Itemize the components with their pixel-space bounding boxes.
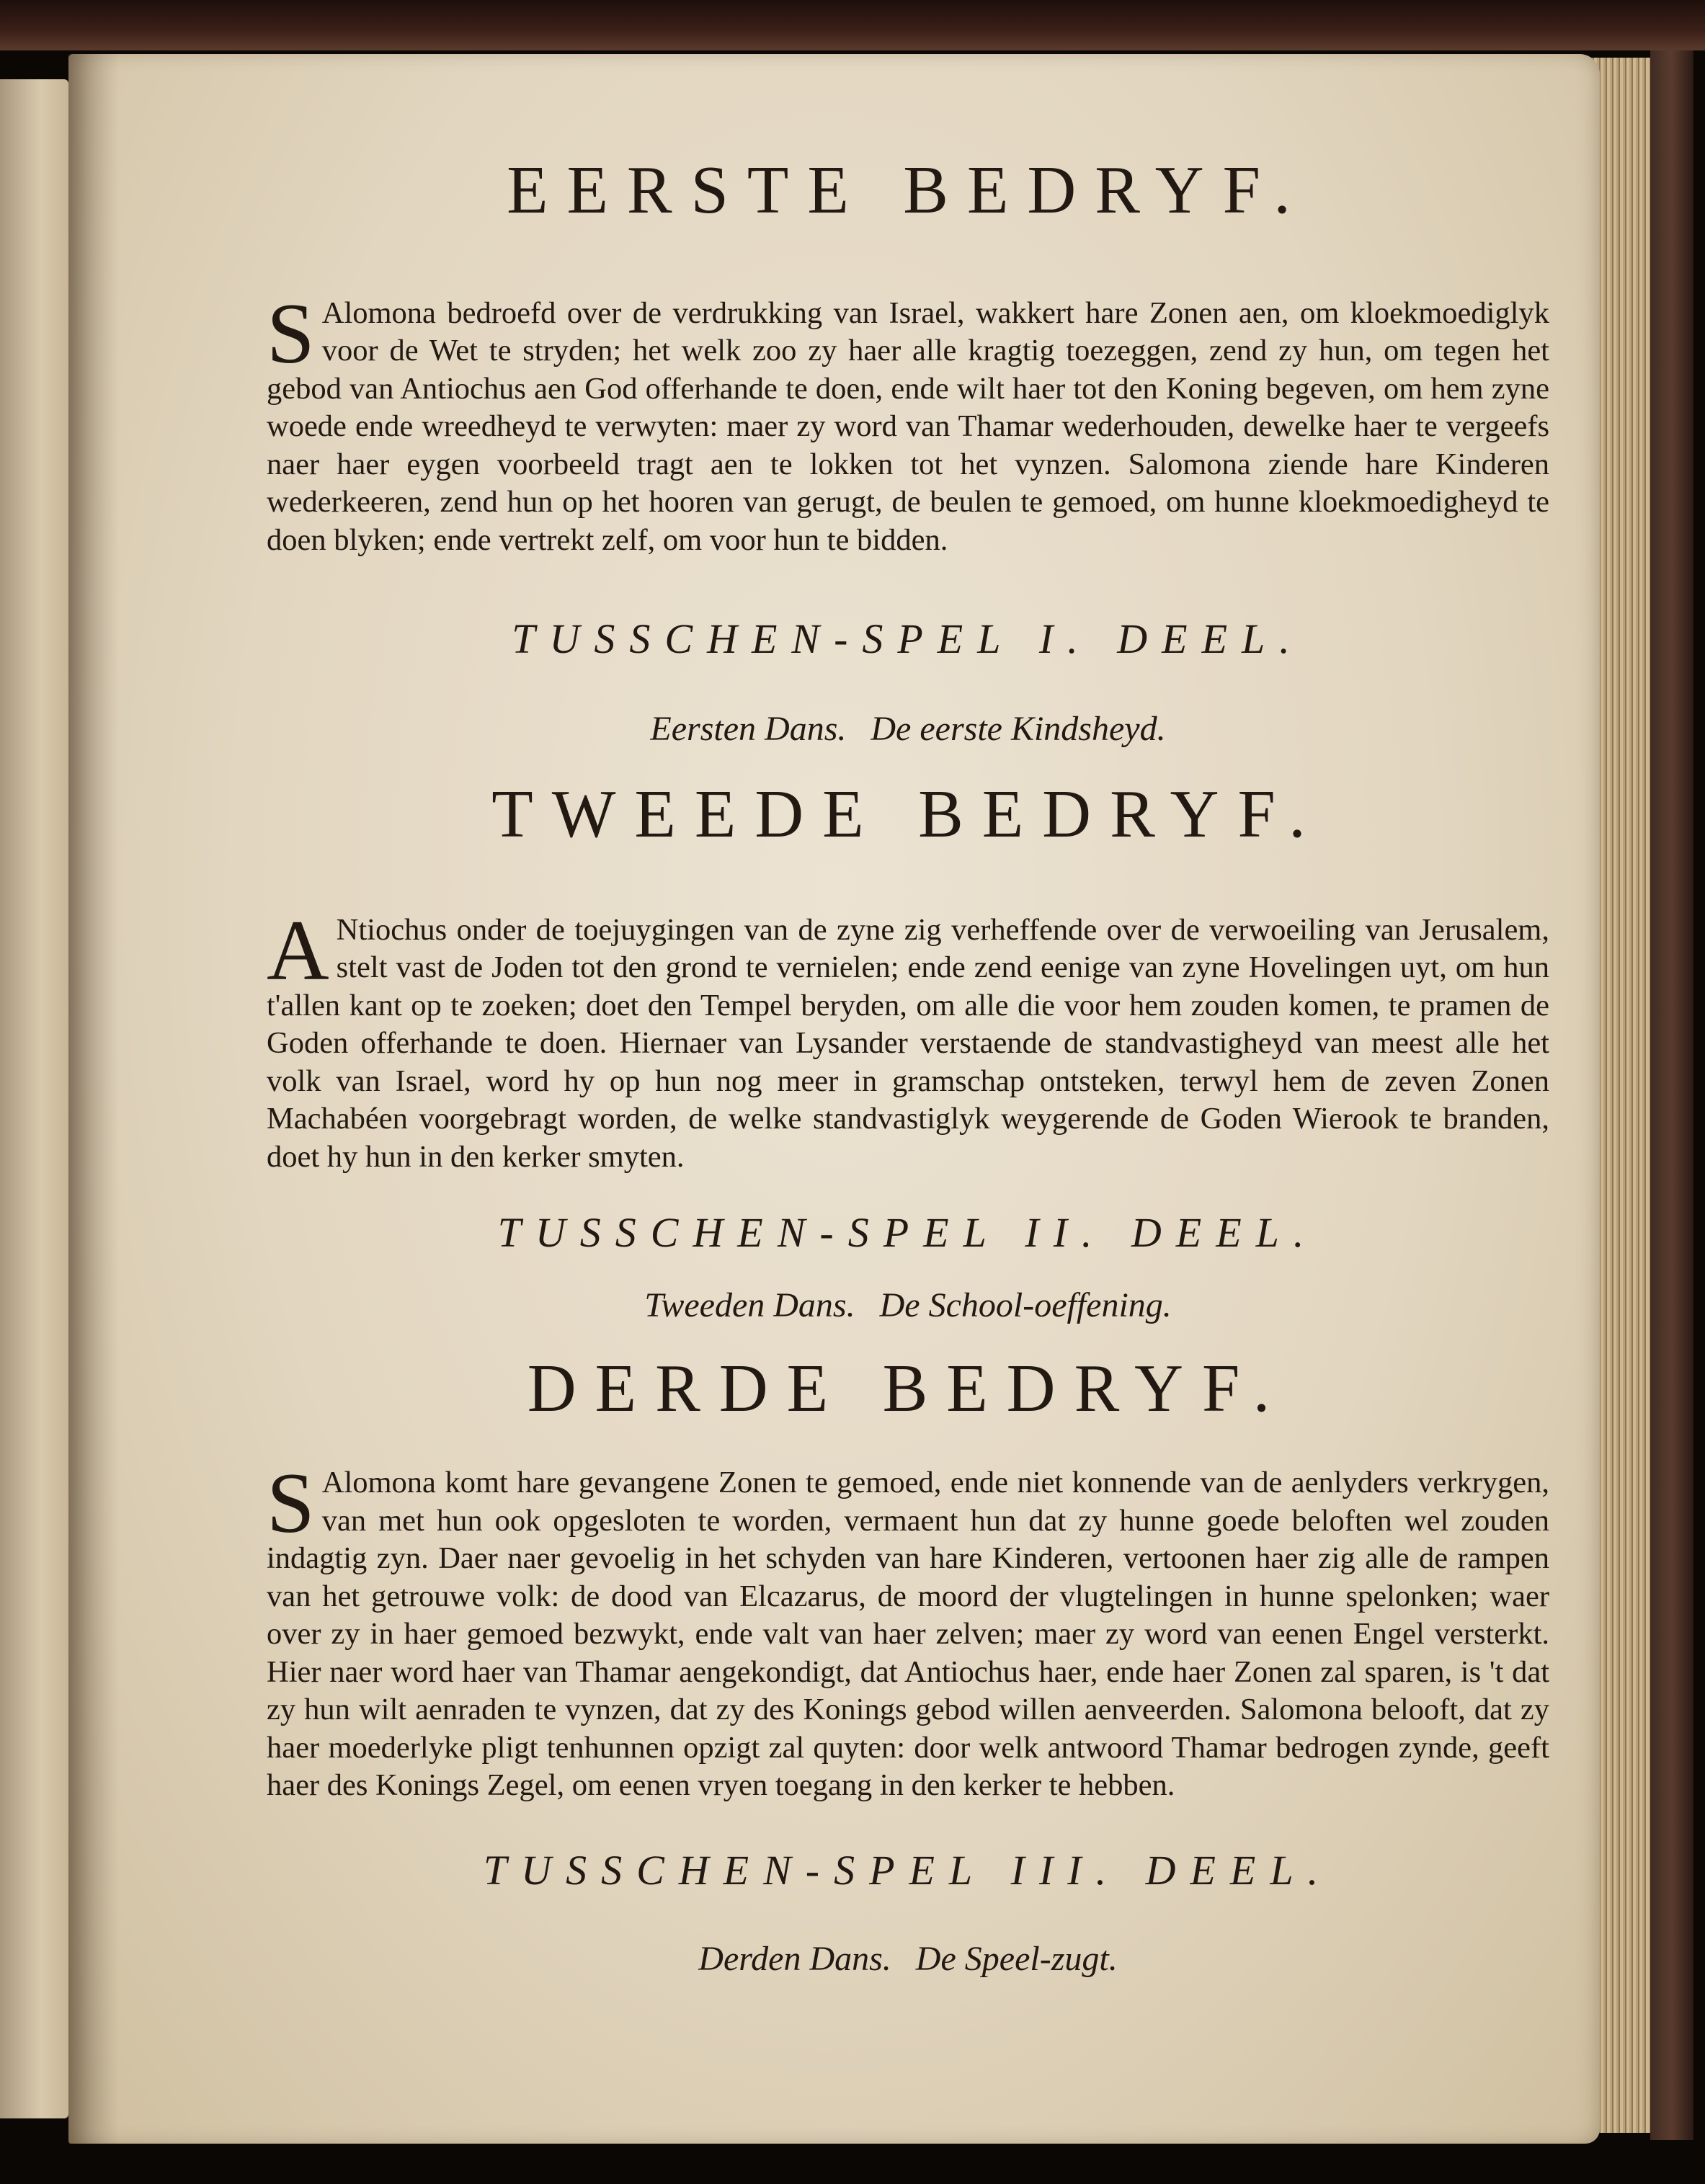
page-content [267, 155, 1549, 1976]
book-cover-edge [0, 0, 1705, 50]
drop-cap: S [267, 285, 315, 381]
book-spine [1650, 50, 1693, 2140]
dance-line [267, 1939, 1549, 1978]
act-heading: EERSTE BEDRYF. [507, 153, 1309, 228]
gutter-shadow [68, 54, 119, 2144]
interlude-heading: TUSSCHEN-SPEL I. DEEL. [512, 615, 1304, 663]
dance-number: Eersten Dans. [650, 710, 847, 749]
act-summary [267, 901, 1549, 1177]
act-summary-text: Alomona bedroefd over de verdrukking van Israel, wakkert hare Zonen aen, om kloekmoediglyk voor de Wet te stryden; het welk zoo zy haer alle kragtig toezeggen, zend zy hun, om tegen het gebod van Antiochus aen God offerhande te doen, ende wilt haer tot den Koning begeven, om hem zyne woede ende wreedheyd te verwyten: maer zy word van Thamar wederhouden, dewelke haer te vergeefs naer haer eygen voorbeeld tragt aen te lokken tot het vynzen. Salomona ziende hare Kinderen wederkeeren, zend hun op het hooren van gerugt, de beulen te gemoed, om hunne kloekmoedigheyd te doen blyken; ende vertrekt zelf, om voor hun te bidden. [267, 295, 1549, 557]
dance-title: De Speel-zugt. [915, 1939, 1118, 1978]
act-heading: DERDE BEDRYF. [527, 1351, 1289, 1427]
interlude-heading: TUSSCHEN-SPEL III. DEEL. [483, 1846, 1333, 1894]
act-section-3 [267, 1353, 1549, 1976]
act-summary [267, 1455, 1549, 1805]
dance-line [267, 1288, 1549, 1323]
drop-cap: A [267, 901, 329, 998]
dance-title: De School-oeffening. [879, 1286, 1172, 1325]
dance-number: Tweeden Dans. [644, 1286, 855, 1325]
act-section-2 [267, 779, 1549, 1323]
dance-number: Derden Dans. [698, 1939, 891, 1978]
dance-title: De eerste Kindsheyd. [871, 710, 1166, 749]
interlude-heading: TUSSCHEN-SPEL II. DEEL. [497, 1209, 1319, 1257]
drop-cap: S [267, 1455, 315, 1551]
act-heading: TWEEDE BEDRYF. [491, 777, 1325, 852]
act-section-1 [267, 153, 1549, 749]
act-summary-text: Ntiochus onder de toejuygingen van de zyne zig verheffende over de verwoeiling van Jerusalem, stelt vast de Joden tot den grond te vernielen; ende zend eenige van zyne Hovelingen uyt, om hun t'allen kant op te zoeken; doet den Tempel beryden, om alle die voor hem zouden komen, te pramen de Goden offerhande te doen. Hiernaer van Lysander verstaende de standvastigheyd van meest alle het volk van Israel, word hy op hun nog meer in gramschap ontsteken, terwyl hem de zeven Zonen Machabéen voorgebragt worden, de welke standvastiglyk weygerende de Goden Wierook te branden, doet hy hun in den kerker smyten. [267, 912, 1549, 1174]
dance-line [267, 710, 1549, 749]
act-summary [267, 285, 1549, 560]
act-summary-text: Alomona komt hare gevangene Zonen te gemoed, ende niet konnende van de aenlyders verkrygen, van met hun ook opgesloten te worden, vermaent hun dat zy hunne goede beloften wel zouden indagtig zyn. Daer naer gevoelig in het schyden van hare Kinderen, vertoonen haer zig alle de rampen van het getrouwe volk: de dood van Elcazarus, de moord der vlugtelingen in hunne spelonken; waer over zy in haer gemoed bezwykt, ende valt van haer zelven; maer zy word van eenen Engel versterkt. Hier naer word haer van Thamar aengekondigt, dat Antiochus haer, ende haer Zonen zal sparen, is 't dat zy hun wilt aenraden te vynzen, dat zy des Konings gebod willen aenveerden. Salomona belooft, dat zy haer moederlyke pligt tenhunnen opzigt zal quyten: door welk antwoord Thamar bedrogen zynde, geeft haer des Konings Zegel, om eenen vryen toegang in den kerker te hebben. [267, 1466, 1549, 1803]
left-page-edge [0, 79, 68, 2118]
